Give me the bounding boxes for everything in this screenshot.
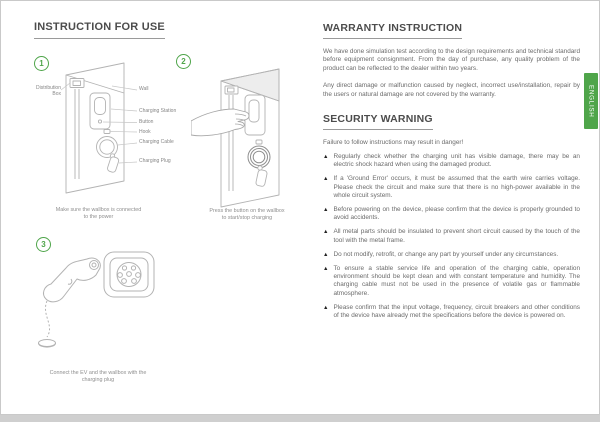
step-2-number: 2 [181, 57, 186, 66]
warranty-paragraph-1: We have done simulation test according to the design requirements and technical standard before equipment consignment. From the day of purchase, any quality problem of the product can be reflected to the dealer within two years. [323, 48, 580, 72]
warning-item: ▲ Do not modify, retrofit, or change any part by yourself under any circumstances. [323, 250, 559, 258]
warning-item: ▲ All metal parts should be insulated to prevent short circuit caused by the touch of the tool with the metal frame. [323, 228, 580, 244]
instruction-for-use-title: INSTRUCTION FOR USE [34, 21, 165, 39]
dashed-cable [45, 301, 49, 337]
warning-triangle-icon: ▲ [323, 229, 329, 236]
diagram-3-connect-plug [34, 248, 159, 368]
warning-item: ▲ To ensure a stable service life and operation of the charging cable, operation environment should be kept clean and with constant temperature and humidity. The charging cable must not be used in the presence of volatile gas or flammable atmosphere. [323, 264, 580, 297]
security-warnings-list [323, 153, 580, 321]
step-1-number: 1 [39, 59, 44, 68]
label-distribution-box: Distribution Box [35, 85, 61, 97]
security-intro: Failure to follow instructions may result in danger! [323, 139, 464, 147]
right-column [323, 18, 580, 320]
warning-triangle-icon: ▲ [323, 265, 329, 272]
warning-item: ▲ Regularly check whether the charging unit has visible damage, there may be an electric shock hazard when using the damaged product. [323, 152, 580, 169]
security-warning-title: SECURITY WARNING [323, 113, 433, 130]
label-hook: Hook [139, 128, 151, 135]
charging-plug-shape [255, 169, 267, 187]
step-2-badge [176, 54, 191, 69]
step-3-number: 3 [41, 240, 46, 249]
warning-triangle-icon: ▲ [323, 304, 329, 311]
warranty-paragraph-2: Any direct damage or malfunction caused by neglect, incorrect use/installation, repair by the users or natural damage are not covered by the warranty. [323, 82, 580, 98]
language-tab-english: ENGLISH [584, 73, 598, 129]
warning-item: ▲ If a 'Ground Error' occurs, it must be assumed that the earth wire carries voltage. Please check the circuit and make sure that there is no high-power available in the whole circuit system. [323, 175, 580, 200]
label-charging-cable: Charging Cable [139, 139, 174, 145]
label-button: Button [139, 119, 154, 125]
step-1-caption: Make sure the wallbox is connected to the power [55, 207, 142, 220]
hook-shape [104, 130, 110, 134]
hand-illustration [191, 109, 249, 136]
warning-triangle-icon: ▲ [323, 176, 329, 183]
cable-coil-shape [248, 146, 270, 168]
warning-triangle-icon: ▲ [323, 206, 329, 213]
hook-shape [256, 140, 262, 144]
diagram-2-press-button [191, 65, 306, 215]
label-wall: Wall [139, 86, 149, 92]
step-3-caption: Connect the EV and the wallbox with the charging plug [49, 370, 147, 383]
warning-triangle-icon: ▲ [323, 251, 329, 258]
warning-triangle-icon: ▲ [323, 153, 329, 160]
label-charging-plug: Charging Plug [139, 158, 171, 164]
warning-item: ▲ Please confirm that the input voltage, frequency, circuit breakers and other conditions of the device have already met the specifications before the device is powered on. [323, 303, 580, 320]
step-2-caption: Press the button on the wallbox to start/stop charging [209, 208, 285, 221]
page-bottom-edge [0, 415, 600, 422]
label-charging-station: Charging Station [139, 107, 177, 114]
cable-end-cap [39, 340, 56, 347]
warning-item: ▲ Before powering on the device, please confirm that the device is properly grounded to avoid accidents. [323, 205, 580, 222]
warranty-instruction-title: WARRANTY INSTRUCTION [323, 22, 462, 39]
